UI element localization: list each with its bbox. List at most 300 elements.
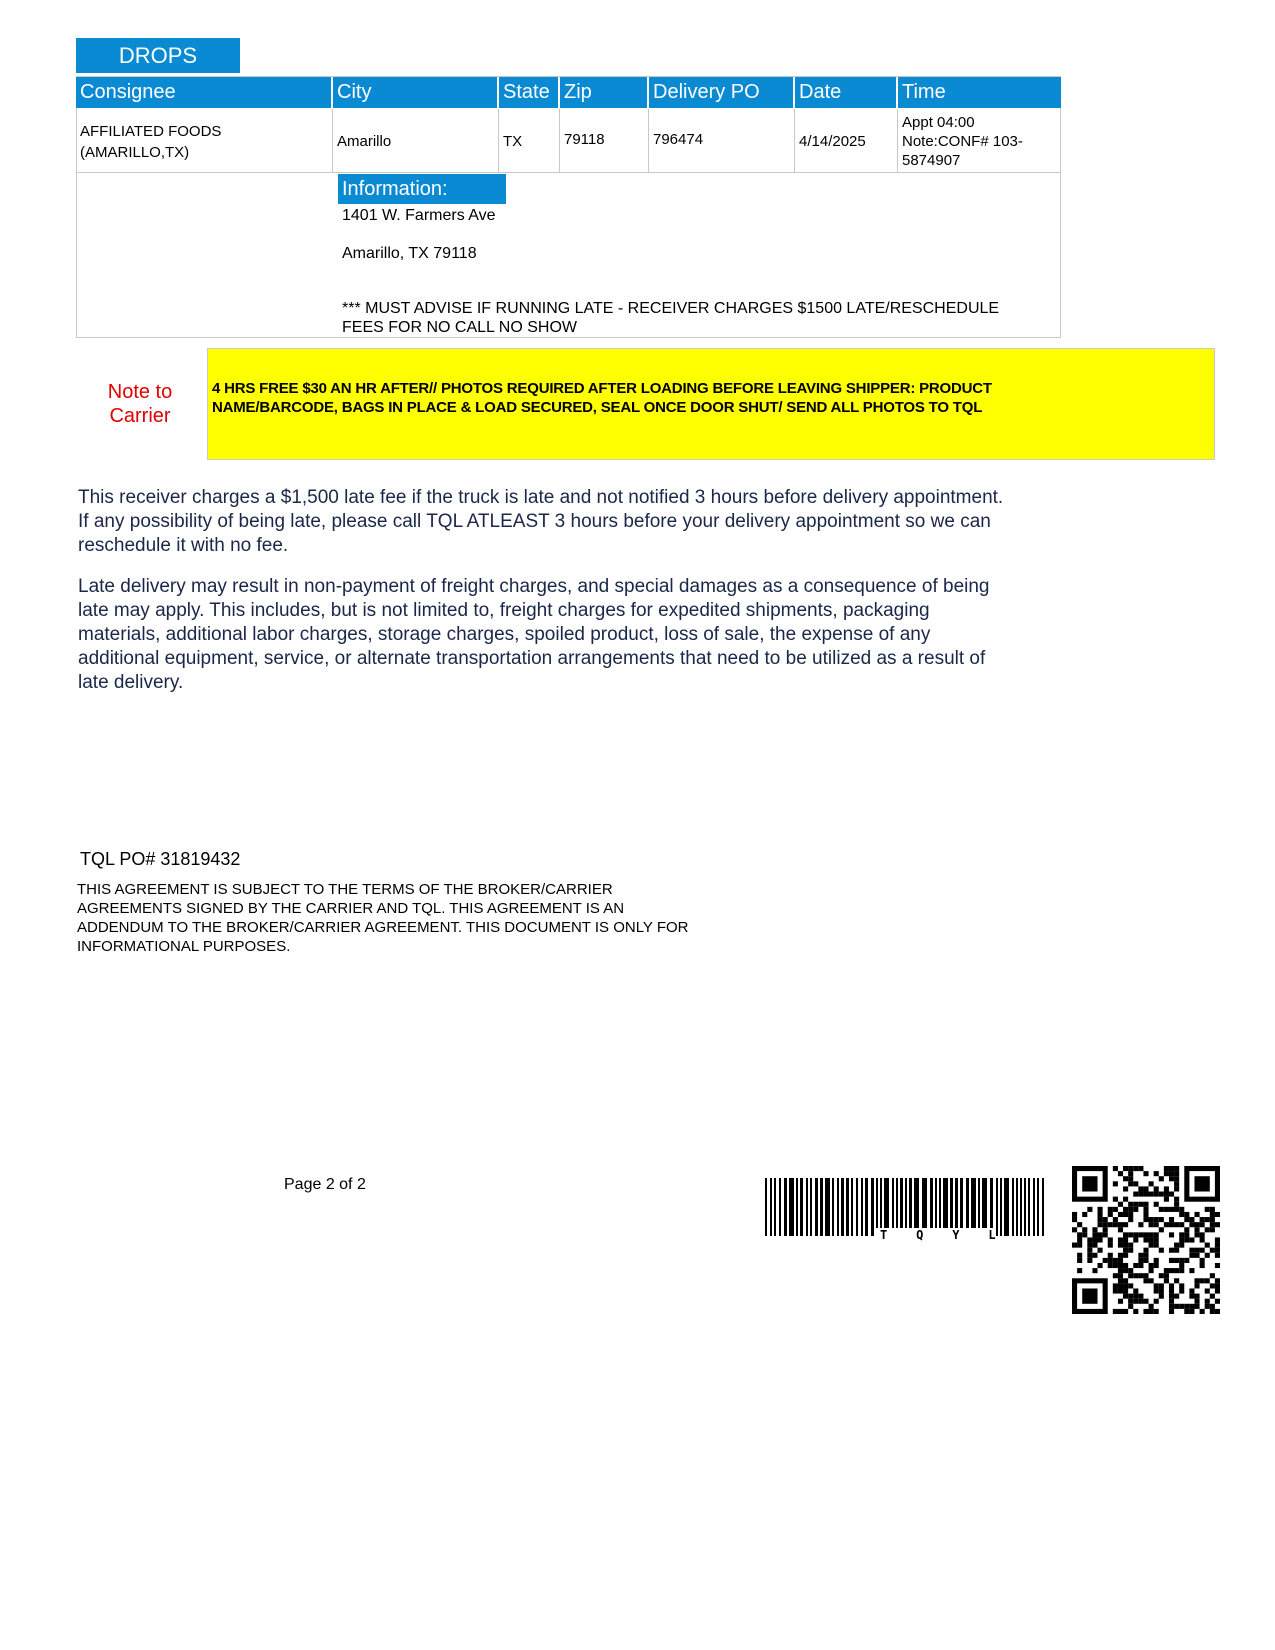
late-delivery-line1: Late delivery may result in non-payment of freight charges, and special damages as a consequence of being xyxy=(78,576,990,597)
barcode-bar xyxy=(796,1178,798,1236)
barcode-bar xyxy=(1033,1178,1035,1236)
qr-module xyxy=(1149,1181,1154,1186)
qr-module xyxy=(1200,1258,1205,1263)
qr-module xyxy=(1118,1278,1123,1283)
late-fee-line3: reschedule it with no fee. xyxy=(78,535,289,556)
qr-module xyxy=(1189,1248,1194,1253)
qr-module xyxy=(1118,1288,1123,1293)
qr-module xyxy=(1143,1253,1148,1258)
qr-module xyxy=(1169,1299,1174,1304)
qr-module xyxy=(1138,1258,1143,1263)
qr-module xyxy=(1118,1253,1123,1258)
qr-module xyxy=(1072,1212,1077,1217)
qr-module xyxy=(1082,1227,1087,1232)
barcode-bar xyxy=(789,1178,794,1236)
information-note-line1: *** MUST ADVISE IF RUNNING LATE - RECEIVER CHARGES $1500 LATE/RESCHEDULE xyxy=(342,300,1000,317)
qr-module xyxy=(1138,1299,1143,1304)
agreement-text xyxy=(77,880,688,956)
qr-module xyxy=(1189,1253,1194,1258)
qr-module xyxy=(1164,1273,1169,1278)
qr-module xyxy=(1184,1217,1189,1222)
qr-module xyxy=(1138,1222,1143,1227)
qr-module xyxy=(1205,1243,1210,1248)
qr-module xyxy=(1200,1278,1205,1283)
qr-module xyxy=(1194,1176,1209,1191)
qr-module xyxy=(1149,1217,1154,1222)
qr-module xyxy=(1143,1258,1148,1263)
barcode-bar xyxy=(884,1178,889,1228)
qr-module xyxy=(1205,1253,1210,1258)
qr-module xyxy=(1077,1258,1082,1263)
qr-module xyxy=(1118,1299,1123,1304)
qr-module xyxy=(1164,1166,1169,1171)
cell-date xyxy=(795,109,898,173)
qr-module xyxy=(1128,1212,1133,1217)
qr-module xyxy=(1149,1309,1154,1314)
qr-module xyxy=(1164,1222,1169,1227)
cell-time xyxy=(898,109,1061,173)
qr-module xyxy=(1123,1237,1128,1242)
qr-module xyxy=(1149,1222,1154,1227)
qr-module xyxy=(1205,1288,1210,1293)
qr-module xyxy=(1179,1212,1184,1217)
barcode-bar xyxy=(871,1178,874,1236)
qr-module xyxy=(1143,1217,1148,1222)
qr-module xyxy=(1169,1304,1174,1309)
qr-module xyxy=(1154,1186,1159,1191)
qr-module xyxy=(1179,1288,1184,1293)
qr-module xyxy=(1154,1192,1159,1197)
qr-module xyxy=(1154,1222,1159,1227)
late-delivery-line4: additional equipment, service, or alternate transportation arrangements that need to be utilized as a result of xyxy=(78,648,986,669)
header-zip: Zip xyxy=(560,77,649,108)
barcode-bar xyxy=(935,1178,937,1228)
qr-module xyxy=(1189,1217,1194,1222)
qr-module xyxy=(1154,1309,1159,1314)
qr-module xyxy=(1143,1207,1148,1212)
qr-module xyxy=(1194,1283,1199,1288)
qr-module xyxy=(1169,1258,1174,1263)
qr-module xyxy=(1215,1299,1220,1304)
qr-module xyxy=(1189,1222,1194,1227)
qr-module xyxy=(1179,1222,1184,1227)
qr-module xyxy=(1092,1243,1097,1248)
qr-module xyxy=(1194,1248,1199,1253)
qr-module xyxy=(1077,1253,1082,1258)
barcode-bar xyxy=(943,1178,948,1228)
qr-module xyxy=(1103,1222,1108,1227)
qr-module xyxy=(1138,1253,1143,1258)
qr-module xyxy=(1118,1227,1123,1232)
qr-module xyxy=(1113,1197,1118,1202)
qr-module xyxy=(1123,1309,1128,1314)
qr-module xyxy=(1098,1212,1103,1217)
barcode-bar xyxy=(1028,1178,1030,1236)
qr-module xyxy=(1138,1263,1143,1268)
qr-module xyxy=(1118,1212,1123,1217)
qr-module xyxy=(1169,1176,1174,1181)
barcode-bar xyxy=(1037,1178,1039,1236)
qr-module xyxy=(1098,1263,1103,1268)
qr-module xyxy=(1154,1217,1159,1222)
qr-module xyxy=(1118,1309,1123,1314)
barcode-bar xyxy=(914,1178,919,1228)
qr-module xyxy=(1138,1166,1143,1171)
qr-module xyxy=(1159,1294,1164,1299)
qr-module xyxy=(1194,1294,1199,1299)
qr-module xyxy=(1189,1294,1194,1299)
barcode-bar xyxy=(784,1178,787,1236)
qr-module xyxy=(1128,1176,1133,1181)
qr-module xyxy=(1200,1309,1205,1314)
qr-module xyxy=(1210,1248,1215,1253)
qr-module xyxy=(1118,1268,1123,1273)
qr-module xyxy=(1143,1192,1148,1197)
qr-module xyxy=(1103,1217,1108,1222)
qr-module xyxy=(1210,1222,1215,1227)
qr-module xyxy=(1128,1207,1133,1212)
header-date: Date xyxy=(795,77,898,108)
barcode-bar xyxy=(905,1178,907,1228)
qr-module xyxy=(1215,1309,1220,1314)
qr-module xyxy=(1169,1248,1174,1253)
barcode-bar xyxy=(832,1178,834,1236)
barcode-bar xyxy=(996,1178,998,1236)
qr-module xyxy=(1118,1237,1123,1242)
time-appt: Appt 04:00 xyxy=(902,114,975,131)
qr-module xyxy=(1128,1283,1133,1288)
qr-module xyxy=(1092,1237,1097,1242)
qr-module xyxy=(1123,1212,1128,1217)
barcode-bar xyxy=(900,1178,903,1228)
qr-module xyxy=(1194,1227,1199,1232)
qr-module xyxy=(1108,1258,1113,1263)
cell-state xyxy=(499,109,560,173)
barcode-bar xyxy=(865,1178,868,1236)
qr-module xyxy=(1143,1171,1148,1176)
time-conf: 5874907 xyxy=(902,152,961,169)
qr-module xyxy=(1179,1258,1184,1263)
agreement-line2: AGREEMENTS SIGNED BY THE CARRIER AND TQL. THIS AGREEMENT IS AN xyxy=(77,900,625,917)
qr-module xyxy=(1174,1197,1179,1202)
qr-module xyxy=(1143,1186,1148,1191)
qr-module xyxy=(1118,1283,1123,1288)
qr-module xyxy=(1108,1263,1113,1268)
qr-module xyxy=(1174,1222,1179,1227)
qr-module xyxy=(1128,1273,1133,1278)
barcode-bar xyxy=(971,1178,976,1228)
information-label: Information: xyxy=(338,174,506,204)
qr-module xyxy=(1164,1171,1169,1176)
barcode-bar xyxy=(1016,1178,1018,1236)
qr-module xyxy=(1154,1288,1159,1293)
barcode-bar xyxy=(1000,1178,1002,1236)
qr-module xyxy=(1133,1273,1138,1278)
qr-module xyxy=(1174,1294,1179,1299)
qr-module xyxy=(1169,1207,1174,1212)
qr-module xyxy=(1087,1253,1092,1258)
barcode-bar xyxy=(982,1178,987,1228)
qr-module xyxy=(1205,1304,1210,1309)
barcode-bar xyxy=(990,1178,993,1228)
qr-module xyxy=(1169,1217,1174,1222)
address-street: 1401 W. Farmers Ave xyxy=(342,207,496,224)
drops-title-text: DROPS xyxy=(118,43,198,68)
tql-po-number: TQL PO# 31819432 xyxy=(80,849,241,869)
qr-module xyxy=(1123,1207,1128,1212)
zip-value: 79118 xyxy=(564,131,605,148)
qr-module xyxy=(1154,1263,1159,1268)
qr-module xyxy=(1133,1202,1138,1207)
qr-module xyxy=(1210,1207,1215,1212)
qr-module xyxy=(1205,1299,1210,1304)
address-city: Amarillo, TX 79118 xyxy=(342,245,477,262)
barcode-bar xyxy=(825,1178,830,1236)
qr-module xyxy=(1205,1217,1210,1222)
information-note xyxy=(342,299,999,337)
qr-module xyxy=(1164,1197,1169,1202)
barcode-bar xyxy=(909,1178,912,1228)
qr-module xyxy=(1184,1304,1189,1309)
header-consignee: Consignee xyxy=(76,77,333,108)
qr-module xyxy=(1174,1181,1179,1186)
qr-module xyxy=(1215,1243,1220,1248)
information-note-line2: FEES FOR NO CALL NO SHOW xyxy=(342,319,577,336)
qr-module xyxy=(1092,1268,1097,1273)
qr-module xyxy=(1179,1207,1184,1212)
barcode-bar xyxy=(770,1178,772,1236)
qr-module xyxy=(1194,1299,1199,1304)
qr-module xyxy=(1077,1243,1082,1248)
qr-module xyxy=(1159,1217,1164,1222)
qr-module xyxy=(1200,1222,1205,1227)
qr-module xyxy=(1123,1278,1128,1283)
qr-module xyxy=(1215,1253,1220,1258)
page-number: Page 2 of 2 xyxy=(284,1176,366,1193)
qr-module xyxy=(1169,1283,1174,1288)
qr-module xyxy=(1179,1232,1184,1237)
qr-module xyxy=(1143,1237,1148,1242)
qr-module xyxy=(1103,1258,1108,1263)
qr-module xyxy=(1215,1283,1220,1288)
qr-module xyxy=(1159,1283,1164,1288)
barcode-bar xyxy=(880,1178,882,1228)
qr-module xyxy=(1123,1283,1128,1288)
qr-module xyxy=(1159,1273,1164,1278)
qr-module xyxy=(1087,1248,1092,1253)
qr-module xyxy=(1087,1258,1092,1263)
qr-module xyxy=(1205,1278,1210,1283)
note-label-line2: Carrier xyxy=(109,405,171,427)
time-note: Note:CONF# 103- xyxy=(902,133,1023,150)
qr-module xyxy=(1169,1171,1174,1176)
qr-module xyxy=(1123,1243,1128,1248)
qr-module xyxy=(1092,1253,1097,1258)
qr-module xyxy=(1098,1222,1103,1227)
qr-module xyxy=(1098,1248,1103,1253)
qr-module xyxy=(1205,1227,1210,1232)
qr-module xyxy=(1184,1237,1189,1242)
qr-module xyxy=(1159,1288,1164,1293)
barcode-bar xyxy=(856,1178,858,1236)
qr-module xyxy=(1133,1294,1138,1299)
qr-module xyxy=(1128,1299,1133,1304)
qr-module xyxy=(1118,1273,1123,1278)
qr-module xyxy=(1169,1309,1174,1314)
qr-module xyxy=(1113,1222,1118,1227)
agreement-line3: ADDENDUM TO THE BROKER/CARRIER AGREEMENT. THIS DOCUMENT IS ONLY FOR xyxy=(77,919,689,936)
qr-module xyxy=(1189,1309,1194,1314)
barcode-bar xyxy=(861,1178,863,1236)
qr-module xyxy=(1194,1253,1199,1258)
late-fee-line2: If any possibility of being late, please call TQL ATLEAST 3 hours before your delivery appointment so we can xyxy=(78,511,991,532)
barcode-bar xyxy=(779,1178,781,1236)
consignee-name: AFFILIATED FOODS xyxy=(80,123,222,140)
cell-delivery-po xyxy=(649,109,795,173)
qr-module xyxy=(1184,1309,1189,1314)
qr-module xyxy=(1138,1232,1143,1237)
qr-module xyxy=(1184,1258,1189,1263)
barcode-bar xyxy=(774,1178,776,1236)
qr-module xyxy=(1169,1288,1174,1293)
qr-module xyxy=(1159,1207,1164,1212)
barcode-bar xyxy=(960,1178,963,1228)
qr-module xyxy=(1087,1237,1092,1242)
qr-module xyxy=(1082,1212,1087,1217)
city-value: Amarillo xyxy=(337,133,392,150)
qr-module xyxy=(1082,1176,1097,1191)
qr-module xyxy=(1200,1217,1205,1222)
qr-module xyxy=(1128,1304,1133,1309)
qr-module xyxy=(1143,1248,1148,1253)
late-delivery-line2: late may apply. This includes, but is not limited to, freight charges for expedited shipments, packaging xyxy=(78,600,930,621)
qr-module xyxy=(1123,1166,1128,1171)
qr-module xyxy=(1098,1217,1103,1222)
qr-module xyxy=(1118,1202,1123,1207)
qr-module xyxy=(1215,1222,1220,1227)
header-state: State xyxy=(499,77,560,108)
qr-module xyxy=(1077,1268,1082,1273)
barcode-bar xyxy=(1042,1178,1044,1236)
cell-consignee xyxy=(76,109,333,173)
qr-module xyxy=(1138,1192,1143,1197)
qr-module xyxy=(1149,1192,1154,1197)
qr-module xyxy=(1113,1217,1118,1222)
qr-module xyxy=(1123,1294,1128,1299)
qr-module xyxy=(1164,1207,1169,1212)
barcode-bar xyxy=(955,1178,958,1228)
qr-module xyxy=(1113,1181,1118,1186)
barcode-bar xyxy=(810,1178,812,1236)
header-delivery-po: Delivery PO xyxy=(649,77,795,108)
qr-module xyxy=(1072,1217,1077,1222)
barcode-bar xyxy=(896,1178,898,1228)
qr-module xyxy=(1143,1273,1148,1278)
qr-module xyxy=(1154,1171,1159,1176)
qr-module xyxy=(1174,1207,1179,1212)
qr-module xyxy=(1113,1207,1118,1212)
qr-module xyxy=(1113,1263,1118,1268)
qr-module xyxy=(1210,1273,1215,1278)
qr-module xyxy=(1128,1181,1133,1186)
qr-module xyxy=(1128,1294,1133,1299)
cell-city xyxy=(333,109,499,173)
agreement-line1: THIS AGREEMENT IS SUBJECT TO THE TERMS OF THE BROKER/CARRIER xyxy=(77,881,613,898)
qr-module xyxy=(1133,1237,1138,1242)
qr-module xyxy=(1123,1176,1128,1181)
barcode-bar xyxy=(1004,1178,1009,1236)
qr-module xyxy=(1143,1232,1148,1237)
qr-module xyxy=(1133,1263,1138,1268)
qr-module xyxy=(1194,1222,1199,1227)
qr-module xyxy=(1143,1309,1148,1314)
qr-module xyxy=(1154,1258,1159,1263)
late-delivery-paragraph xyxy=(78,575,1098,695)
qr-module xyxy=(1200,1237,1205,1242)
barcode-bar xyxy=(846,1178,849,1236)
note-to-carrier-label xyxy=(100,380,180,428)
qr-module xyxy=(1154,1299,1159,1304)
barcode-bar xyxy=(837,1178,839,1236)
qr-module xyxy=(1189,1268,1194,1273)
qr-module xyxy=(1154,1202,1159,1207)
cell-zip xyxy=(560,109,649,173)
barcode-bar xyxy=(765,1178,767,1236)
qr-module xyxy=(1133,1166,1138,1171)
qr-module xyxy=(1108,1243,1113,1248)
qr-module xyxy=(1098,1237,1103,1242)
note-text-line1: 4 HRS FREE $30 AN HR AFTER// PHOTOS REQUIRED AFTER LOADING BEFORE LEAVING SHIPPER: PRODUCT xyxy=(212,380,992,397)
header-city: City xyxy=(333,77,499,108)
barcode-bar xyxy=(806,1178,808,1236)
qr-module xyxy=(1077,1232,1082,1237)
qr-module xyxy=(1123,1186,1128,1191)
qr-module xyxy=(1215,1248,1220,1253)
qr-module xyxy=(1215,1237,1220,1242)
qr-module xyxy=(1164,1186,1169,1191)
qr-module xyxy=(1128,1202,1133,1207)
qr-module xyxy=(1143,1212,1148,1217)
qr-module xyxy=(1194,1304,1199,1309)
qr-module xyxy=(1149,1243,1154,1248)
qr-module xyxy=(1200,1232,1205,1237)
barcode-bar xyxy=(966,1178,969,1228)
qr-module xyxy=(1118,1222,1123,1227)
qr-module xyxy=(1133,1207,1138,1212)
barcode-bar xyxy=(876,1178,878,1228)
barcode-bar xyxy=(841,1178,844,1236)
barcode-bar xyxy=(1024,1178,1026,1236)
agreement-line4: INFORMATIONAL PURPOSES. xyxy=(77,938,291,955)
qr-module xyxy=(1154,1283,1159,1288)
qr-module xyxy=(1092,1227,1097,1232)
qr-module xyxy=(1164,1278,1169,1283)
qr-module xyxy=(1103,1232,1108,1237)
qr-module xyxy=(1143,1202,1148,1207)
barcode-bar xyxy=(892,1178,894,1228)
barcode-bar xyxy=(820,1178,823,1236)
qr-module xyxy=(1113,1258,1118,1263)
qr-module xyxy=(1138,1294,1143,1299)
qr-module xyxy=(1194,1212,1199,1217)
qr-module xyxy=(1123,1268,1128,1273)
qr-module xyxy=(1138,1273,1143,1278)
qr-module xyxy=(1128,1248,1133,1253)
delivery-po-value: 796474 xyxy=(653,131,704,148)
note-to-carrier-box xyxy=(207,348,1215,460)
qr-module xyxy=(1174,1258,1179,1263)
qr-module xyxy=(1103,1227,1108,1232)
